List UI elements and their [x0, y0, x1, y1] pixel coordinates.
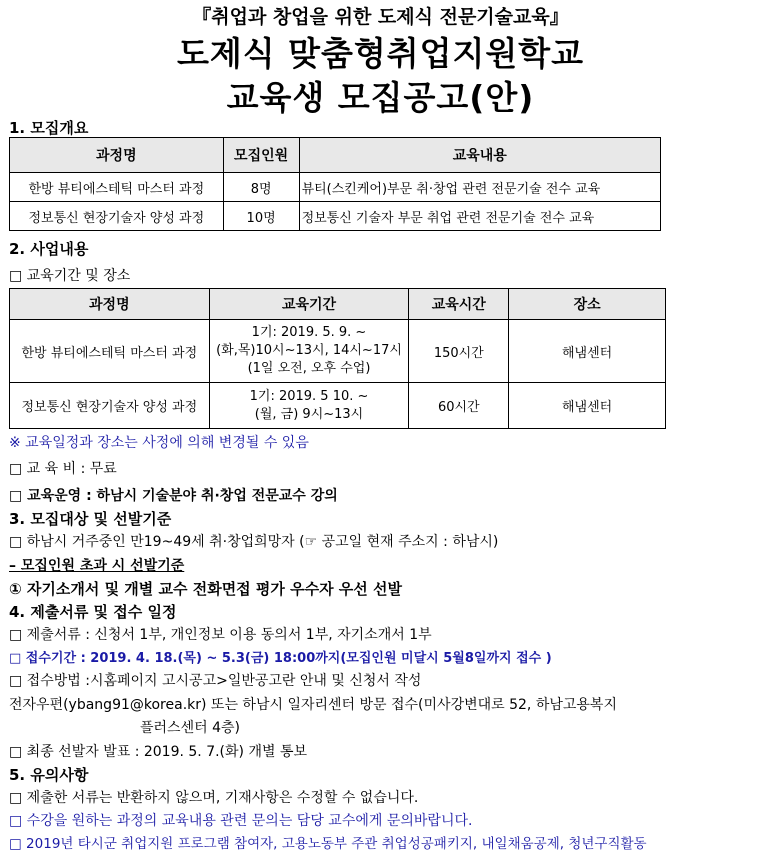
recruit-count: 8명: [223, 173, 299, 202]
course-name: 한방 뷰티에스테틱 마스터 과정: [10, 320, 210, 383]
period-line: 1기: 2019. 5. 9. ~: [251, 325, 367, 340]
table-row: [10, 383, 666, 429]
document-title: 도제식 맞춤형취업지원학교: [176, 34, 585, 73]
course-period: [209, 320, 409, 383]
col-header-course: 과정명: [10, 289, 210, 320]
notice-item: □ 수강을 원하는 과정의 교육내용 관련 문의는 담당 교수에게 문의바랍니다.: [9, 813, 473, 829]
schedule-note: ※ 교육일정과 장소는 사정에 의해 변경될 수 있음: [9, 435, 309, 451]
course-place: 해냄센터: [509, 383, 666, 429]
document-supertitle: 『취업과 창업을 위한 도제식 전문기술교육』: [192, 6, 569, 28]
section2-title: 2. 사업내용: [9, 240, 89, 258]
document-subtitle: 교육생 모집공고(안): [226, 78, 535, 117]
section4-title: 4. 제출서류 및 접수 일정: [9, 603, 177, 621]
course-content: 뷰티(스킨케어)부문 취·창업 관련 전문기술 전수 교육: [299, 173, 660, 202]
method-detail-line: 전자우편(ybang91@korea.kr) 또는 하남시 일자리센터 방문 접수(미사강변대로 52, 하남고용복지: [9, 697, 617, 713]
criteria-title: – 모집인원 초과 시 선발기준: [9, 558, 185, 574]
col-header-hours: 교육시간: [409, 289, 509, 320]
course-name: 정보통신 현장기술자 양성 과정: [10, 383, 210, 429]
target-line: □ 하남시 거주중인 만19~49세 취·창업희망자 (☞ 공고일 현재 주소지 : 하남시): [9, 534, 499, 550]
announce-line: □ 최종 선발자 발표 : 2019. 5. 7.(화) 개별 통보: [9, 744, 308, 760]
course-hours: 60시간: [409, 383, 509, 429]
col-header-course: 과정명: [10, 138, 224, 173]
recruitment-table: [9, 137, 661, 231]
notice-item: □ 2019년 타시군 취업지원 프로그램 참여자, 고용노동부 주관 취업성공패키지, 내일채움공제, 청년구직활동: [9, 836, 647, 852]
section5-title: 5. 유의사항: [9, 766, 89, 784]
docs-line: □ 제출서류 : 신청서 1부, 개인정보 이용 동의서 1부, 자기소개서 1부: [9, 627, 432, 643]
course-hours: 150시간: [409, 320, 509, 383]
period-line: □ 접수기간 : 2019. 4. 18.(목) ~ 5.3(금) 18:00까지(모집인원 미달시 5월8일까지 접수 ): [9, 651, 552, 666]
course-name: 정보통신 현장기술자 양성 과정: [10, 202, 224, 231]
criteria-line: ① 자기소개서 및 개별 교수 전화면접 평가 우수자 우선 선발: [9, 580, 402, 598]
period-line: (월, 금) 9시~13시: [254, 406, 364, 422]
col-header-period: 교육기간: [209, 289, 409, 320]
period-line: (화,목)10시~13시, 14시~17시: [216, 343, 402, 358]
schedule-subtitle: □ 교육기간 및 장소: [9, 268, 131, 284]
col-header-place: 장소: [509, 289, 666, 320]
operation-line: □ 교육운영 : 하남시 기술분야 취·창업 전문교수 강의: [9, 488, 338, 504]
section3-title: 3. 모집대상 및 선발기준: [9, 510, 172, 528]
col-header-content: 교육내용: [299, 138, 660, 173]
section1-title: 1. 모집개요: [9, 119, 89, 137]
recruit-count: 10명: [223, 202, 299, 231]
course-name: 한방 뷰티에스테틱 마스터 과정: [10, 173, 224, 202]
period-line: (1일 오전, 오후 수업): [247, 361, 371, 376]
method-line: □ 접수방법 :시홈페이지 고시공고>일반공고란 안내 및 신청서 작성: [9, 673, 422, 689]
col-header-count: 모집인원: [223, 138, 299, 173]
period-line: 1기: 2019. 5 10. ~: [249, 388, 369, 404]
table-row: [10, 202, 661, 231]
fee-line: □ 교 육 비 : 무료: [9, 461, 117, 477]
course-period: [209, 383, 409, 429]
table-row: [10, 320, 666, 383]
method-detail-line: 플러스센터 4층): [140, 720, 240, 736]
notice-item: □ 제출한 서류는 반환하지 않으며, 기재사항은 수정할 수 없습니다.: [9, 790, 419, 806]
schedule-table: [9, 288, 666, 429]
course-place: 해냄센터: [509, 320, 666, 383]
table-row: [10, 173, 661, 202]
course-content: 정보통신 기술자 부문 취업 관련 전문기술 전수 교육: [299, 202, 660, 231]
